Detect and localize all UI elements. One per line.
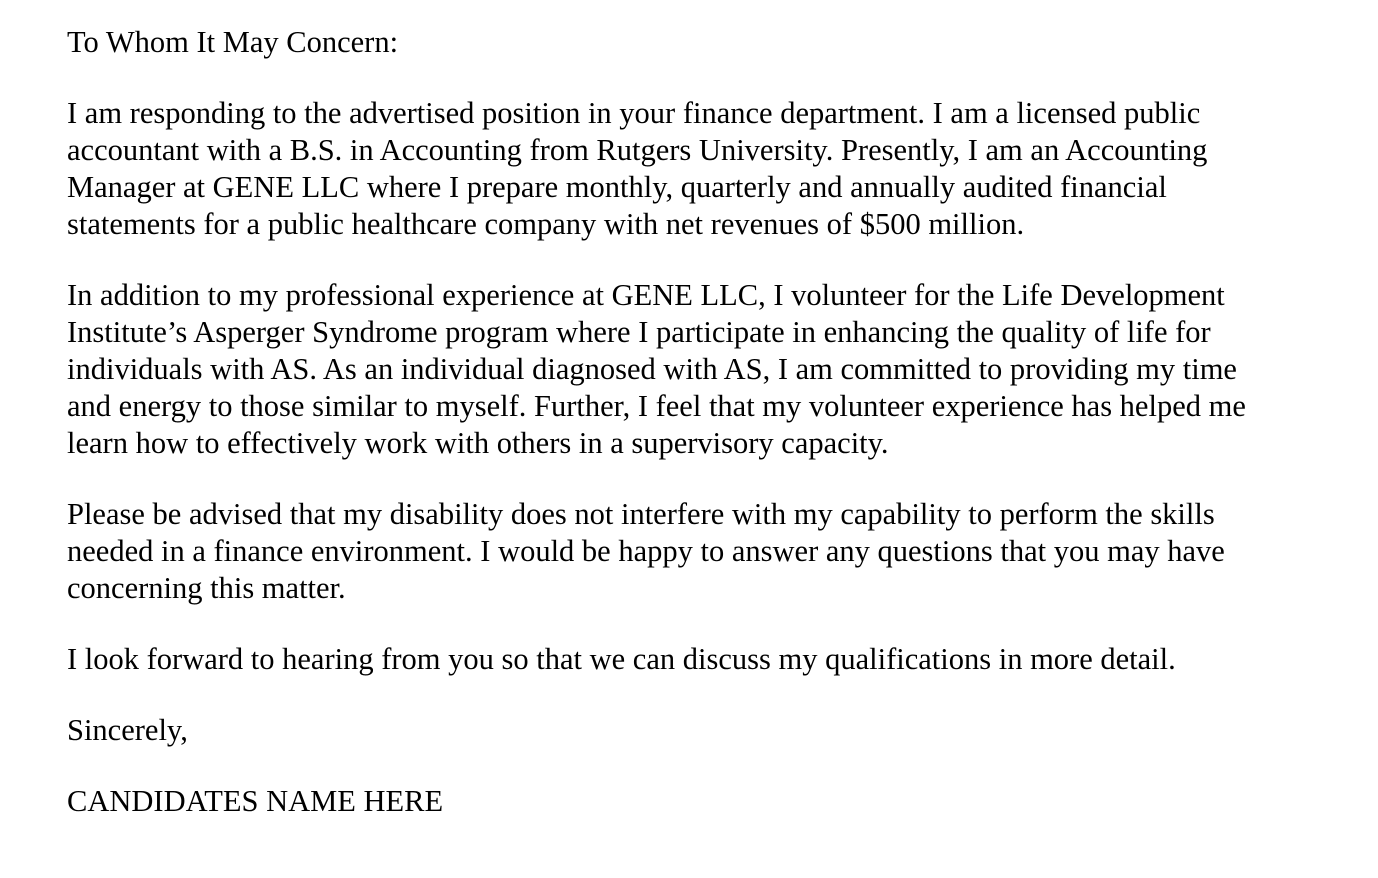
paragraph-line: In addition to my professional experience at GENE LLC, I volunteer for the Life Development (67, 278, 1225, 312)
paragraph-line: Institute’s Asperger Syndrome program where I participate in enhancing the quality of life for (67, 315, 1211, 349)
signature (67, 783, 1367, 820)
paragraph-disability-statement (67, 496, 1367, 607)
paragraph-line: statements for a public healthcare company with net revenues of $500 million. (67, 207, 1025, 241)
paragraph-position-and-experience (67, 95, 1367, 243)
paragraph-line: I am responding to the advertised position in your finance department. I am a licensed public (67, 96, 1201, 130)
paragraph-line: accountant with a B.S. in Accounting from Rutgers University. Presently, I am an Accounting (67, 133, 1208, 167)
paragraph-line: learn how to effectively work with others in a supervisory capacity. (67, 426, 889, 460)
paragraph-volunteer-experience (67, 277, 1367, 462)
cover-letter (67, 24, 1367, 854)
closing (67, 712, 1367, 749)
salutation-text: To Whom It May Concern: (67, 25, 399, 59)
paragraph-closing-remark (67, 641, 1367, 678)
paragraph-line: Please be advised that my disability does not interfere with my capability to perform the skills (67, 497, 1215, 531)
salutation (67, 24, 1367, 61)
closing-text: Sincerely, (67, 713, 188, 747)
paragraph-line: needed in a finance environment. I would be happy to answer any questions that you may have (67, 534, 1225, 568)
paragraph-line: I look forward to hearing from you so that we can discuss my qualifications in more detail. (67, 642, 1176, 676)
paragraph-line: individuals with AS. As an individual diagnosed with AS, I am committed to providing my time (67, 352, 1237, 386)
paragraph-line: and energy to those similar to myself. Further, I feel that my volunteer experience has helped me (67, 389, 1246, 423)
paragraph-line: concerning this matter. (67, 571, 346, 605)
paragraph-line: Manager at GENE LLC where I prepare monthly, quarterly and annually audited financial (67, 170, 1167, 204)
signature-name: CANDIDATES NAME HERE (67, 784, 444, 818)
